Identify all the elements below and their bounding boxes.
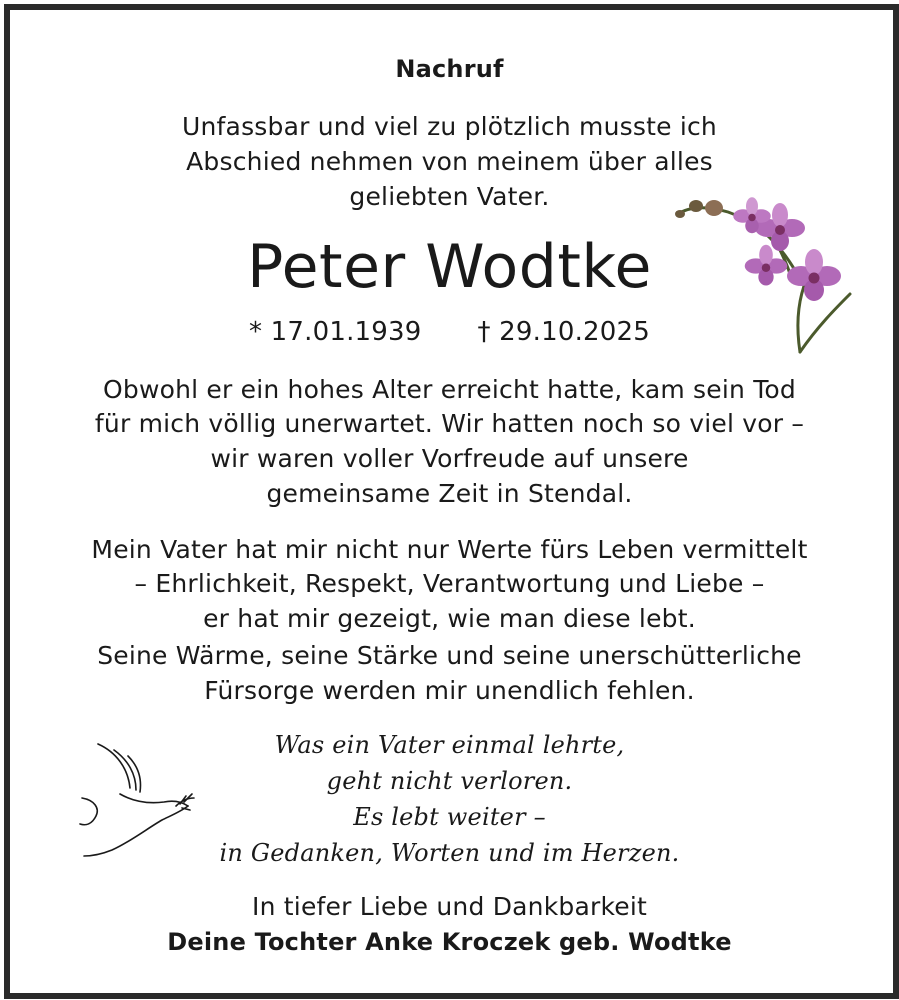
orchid-flower-icon — [668, 186, 858, 358]
death-date: † 29.10.2025 — [477, 317, 651, 347]
quote-line: Was ein Vater einmal lehrte, — [274, 731, 625, 759]
paragraph2-line: Fürsorge werden mir unendlich fehlen. — [204, 676, 695, 705]
signature: Deine Tochter Anke Kroczek geb. Wodtke — [167, 928, 732, 956]
birth-date: * 17.01.1939 — [248, 317, 422, 347]
dove-icon — [76, 736, 206, 866]
paragraph1-line: gemeinsame Zeit in Stendal. — [266, 479, 633, 508]
deceased-name: Peter Wodtke — [247, 232, 652, 302]
quote-line: geht nicht verloren. — [326, 767, 573, 795]
paragraph2-line: Seine Wärme, seine Stärke und seine unerschütterliche — [97, 641, 802, 670]
intro-line: geliebten Vater. — [349, 182, 550, 211]
paragraph1-line: Obwohl er ein hohes Alter erreicht hatte, kam sein Tod — [103, 375, 796, 404]
intro-line: Abschied nehmen von meinem über alles — [186, 147, 713, 176]
paragraph1-line: wir waren voller Vorfreude auf unsere — [210, 444, 689, 473]
paragraph2-line: – Ehrlichkeit, Respekt, Verantwortung und Liebe – — [134, 569, 765, 598]
closing-line: In tiefer Liebe und Dankbarkeit — [252, 892, 647, 921]
quote-line: in Gedanken, Worten und im Herzen. — [219, 839, 680, 867]
heading: Nachruf — [395, 55, 504, 83]
intro-line: Unfassbar und viel zu plötzlich musste ich — [182, 112, 717, 141]
paragraph2-line: er hat mir gezeigt, wie man diese lebt. — [203, 604, 696, 633]
paragraph1-line: für mich völlig unerwartet. Wir hatten noch so viel vor – — [94, 409, 805, 438]
paragraph2-line: Mein Vater hat mir nicht nur Werte fürs Leben vermittelt — [91, 535, 808, 564]
quote-line: Es lebt weiter – — [353, 803, 546, 831]
